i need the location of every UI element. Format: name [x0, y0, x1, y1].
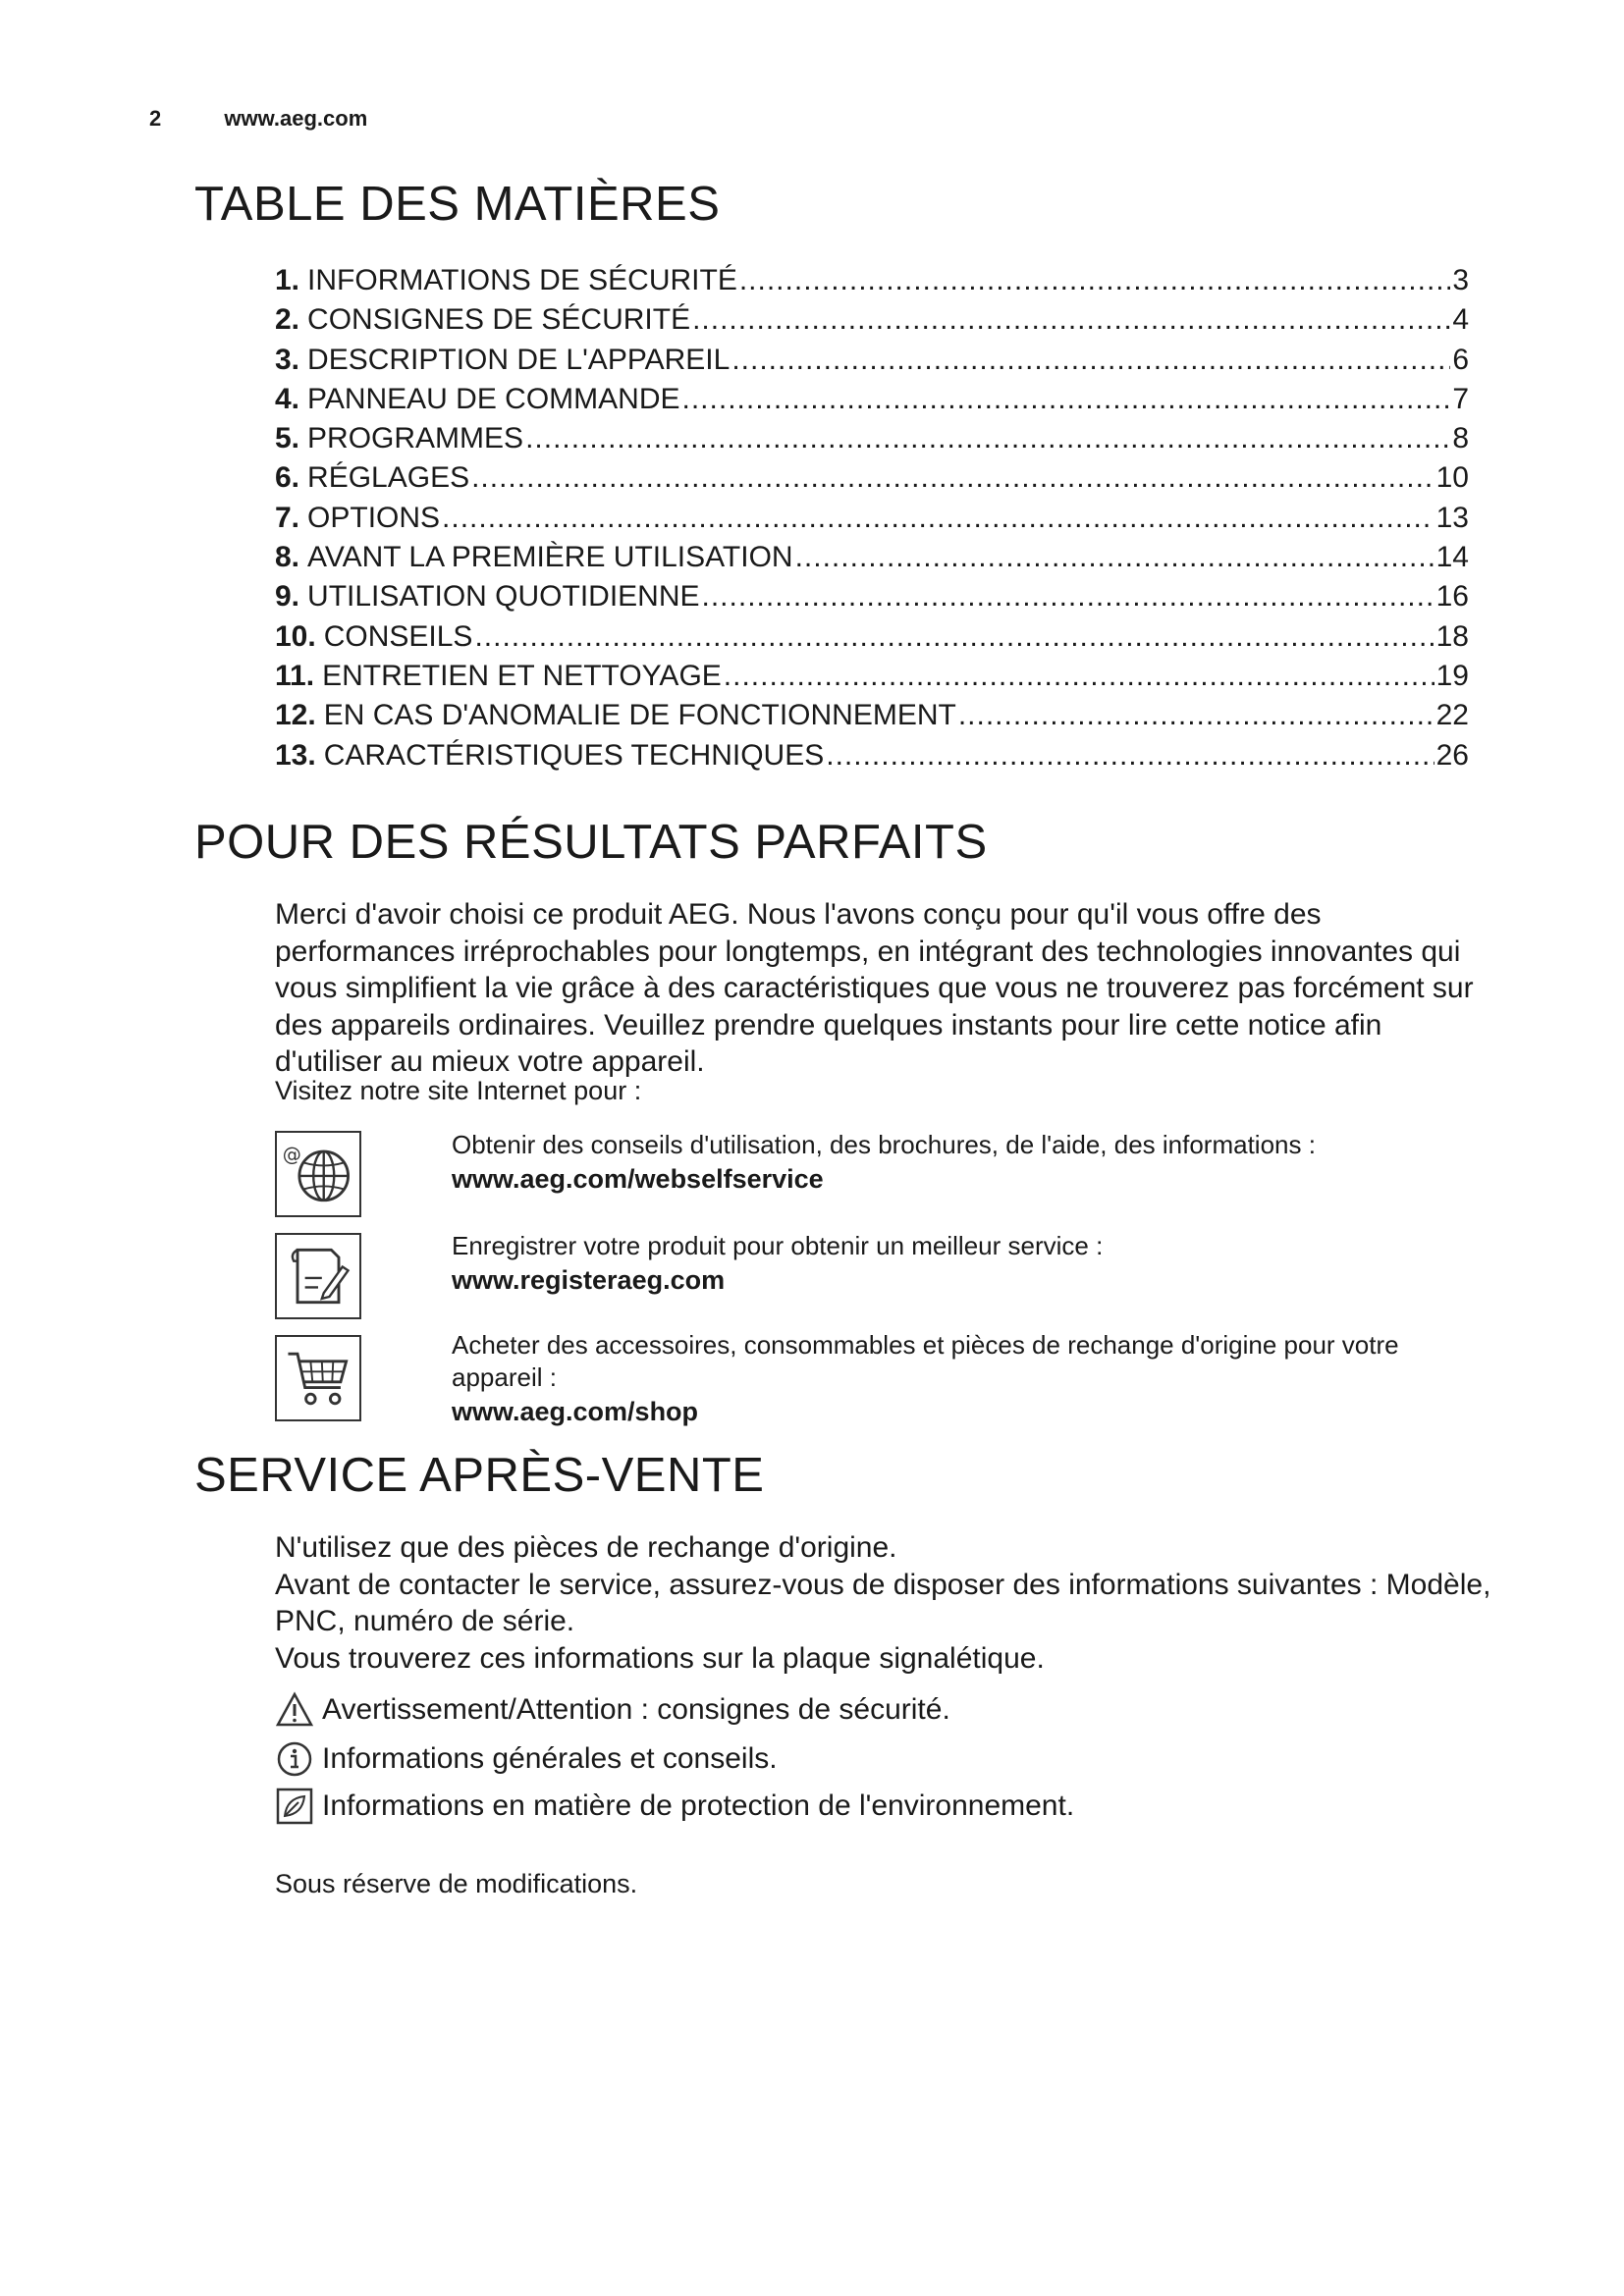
toc-number: 5.: [275, 422, 300, 455]
toc-entry[interactable]: [275, 736, 1469, 775]
toc-number: 2.: [275, 303, 300, 337]
toc-entry[interactable]: [275, 341, 1469, 380]
register-link[interactable]: www.registeraeg.com: [452, 1265, 726, 1295]
legend-text: Informations générales et conseils.: [322, 1742, 778, 1775]
toc-label: EN CAS D'ANOMALIE DE FONCTIONNEMENT: [323, 699, 956, 732]
toc-number: 12.: [275, 699, 316, 732]
legend-environment: [275, 1787, 1074, 1826]
service-line: Vous trouverez ces informations sur la plaque signalétique.: [275, 1641, 1045, 1675]
results-title: POUR DES RÉSULTATS PARFAITS: [194, 816, 988, 869]
toc-title: TABLE DES MATIÈRES: [194, 178, 721, 231]
toc-label: ENTRETIEN ET NETTOYAGE: [322, 659, 722, 692]
toc-number: 8.: [275, 541, 300, 574]
toc-leader: [731, 341, 1450, 380]
service-description: Obtenir des conseils d'utilisation, des brochures, de l'aide, des informations :: [452, 1130, 1316, 1159]
toc-label: PANNEAU DE COMMANDE: [307, 382, 680, 415]
toc-label: AVANT LA PREMIÈRE UTILISATION: [307, 541, 793, 574]
toc-page: 16: [1435, 580, 1469, 614]
globe-icon: [275, 1131, 361, 1217]
toc-page: 6: [1452, 343, 1469, 376]
toc-leader: [826, 736, 1434, 775]
toc-entry[interactable]: [275, 419, 1469, 458]
legend-text: Informations en matière de protection de l'environnement.: [322, 1789, 1075, 1822]
toc-leader: [471, 458, 1435, 498]
toc-entry[interactable]: [275, 380, 1469, 419]
toc-entry[interactable]: [275, 617, 1469, 657]
toc-number: 11.: [275, 659, 315, 692]
toc-leader: [525, 419, 1450, 458]
toc-label: DESCRIPTION DE L'APPAREIL: [307, 343, 731, 376]
toc-page: 26: [1435, 738, 1469, 772]
visit-text: Visitez notre site Internet pour :: [275, 1076, 642, 1105]
shopping-cart-icon: [275, 1335, 361, 1421]
toc-page: 13: [1435, 501, 1469, 534]
footer-note: Sous réserve de modifications.: [275, 1869, 638, 1898]
toc-leader: [474, 617, 1434, 657]
register-icon: [275, 1233, 361, 1319]
toc-label: INFORMATIONS DE SÉCURITÉ: [307, 264, 737, 296]
page-header: [149, 106, 367, 132]
service-description: Acheter des accessoires, consommables et pièces de rechange d'origine pour votre appareil :: [452, 1330, 1399, 1392]
service-shop: [452, 1329, 1483, 1428]
toc-leader: [682, 380, 1451, 419]
toc-leader: [702, 577, 1435, 616]
toc-number: 9.: [275, 580, 300, 614]
toc-entry[interactable]: [275, 657, 1469, 696]
toc-number: 4.: [275, 382, 300, 415]
toc-leader: [795, 538, 1435, 577]
toc-entry[interactable]: [275, 300, 1469, 340]
toc-page: 10: [1435, 461, 1469, 495]
toc-page: 18: [1435, 619, 1469, 653]
service-webselfservice: [452, 1129, 1483, 1196]
webselfservice-link[interactable]: www.aeg.com/webselfservice: [452, 1164, 824, 1194]
environment-icon: [275, 1787, 314, 1826]
toc-number: 13.: [275, 738, 316, 772]
toc-page: 4: [1452, 303, 1469, 337]
service-description: Enregistrer votre produit pour obtenir un meilleur service :: [452, 1231, 1104, 1260]
service-instructions: [275, 1529, 1492, 1677]
table-of-contents: [275, 261, 1469, 775]
toc-label: OPTIONS: [307, 501, 441, 534]
toc-label: PROGRAMMES: [307, 422, 524, 455]
toc-entry[interactable]: [275, 577, 1469, 616]
toc-number: 7.: [275, 501, 300, 534]
toc-label: RÉGLAGES: [307, 461, 470, 495]
toc-leader: [739, 261, 1450, 300]
toc-label: CARACTÉRISTIQUES TECHNIQUES: [323, 738, 825, 772]
warning-icon: [275, 1690, 314, 1730]
toc-leader: [958, 696, 1435, 735]
service-register: [452, 1230, 1483, 1297]
service-title: SERVICE APRÈS-VENTE: [194, 1449, 765, 1502]
toc-page: 7: [1452, 382, 1469, 415]
toc-label: CONSEILS: [323, 619, 473, 653]
toc-page: 3: [1452, 264, 1469, 296]
toc-number: 1.: [275, 264, 300, 296]
toc-page: 22: [1435, 699, 1469, 732]
toc-leader: [692, 300, 1450, 340]
toc-label: UTILISATION QUOTIDIENNE: [307, 580, 700, 614]
shop-link[interactable]: www.aeg.com/shop: [452, 1397, 699, 1426]
legend-info: [275, 1739, 778, 1779]
legend-warning: [275, 1690, 950, 1730]
toc-leader: [442, 499, 1435, 538]
site-url[interactable]: www.aeg.com: [224, 106, 368, 131]
toc-entry[interactable]: [275, 696, 1469, 735]
toc-entry[interactable]: [275, 538, 1469, 577]
toc-entry[interactable]: [275, 499, 1469, 538]
info-icon: [275, 1739, 314, 1779]
toc-page: 8: [1452, 422, 1469, 455]
results-intro: Merci d'avoir choisi ce produit AEG. Nous l'avons conçu pour qu'il vous offre des performances irréprochables pour longtemps, en intégrant des technologies innovantes qui vous simplifient la vie grâce à des caractéristiques que vous ne trouverez pas forcément sur des appareils ordinaires. Veuillez prendre quelques instants pour lire cette notice afin d'utiliser au mieux votre appareil.: [275, 898, 1474, 1078]
toc-page: 14: [1435, 541, 1469, 574]
legend-text: Avertissement/Attention : consignes de sécurité.: [322, 1693, 950, 1726]
toc-entry[interactable]: [275, 261, 1469, 300]
service-line: N'utilisez que des pièces de rechange d'origine.: [275, 1531, 897, 1564]
toc-number: 3.: [275, 343, 300, 376]
service-line: Avant de contacter le service, assurez-vous de disposer des informations suivantes : Modèle, PNC, numéro de série.: [275, 1568, 1491, 1637]
svg-text:@: @: [282, 1143, 301, 1166]
page-number: 2: [149, 106, 162, 131]
toc-label: CONSIGNES DE SÉCURITÉ: [307, 303, 691, 337]
toc-entry[interactable]: [275, 458, 1469, 498]
toc-leader: [724, 657, 1435, 696]
toc-number: 6.: [275, 461, 300, 495]
toc-number: 10.: [275, 619, 316, 653]
toc-page: 19: [1435, 659, 1469, 692]
